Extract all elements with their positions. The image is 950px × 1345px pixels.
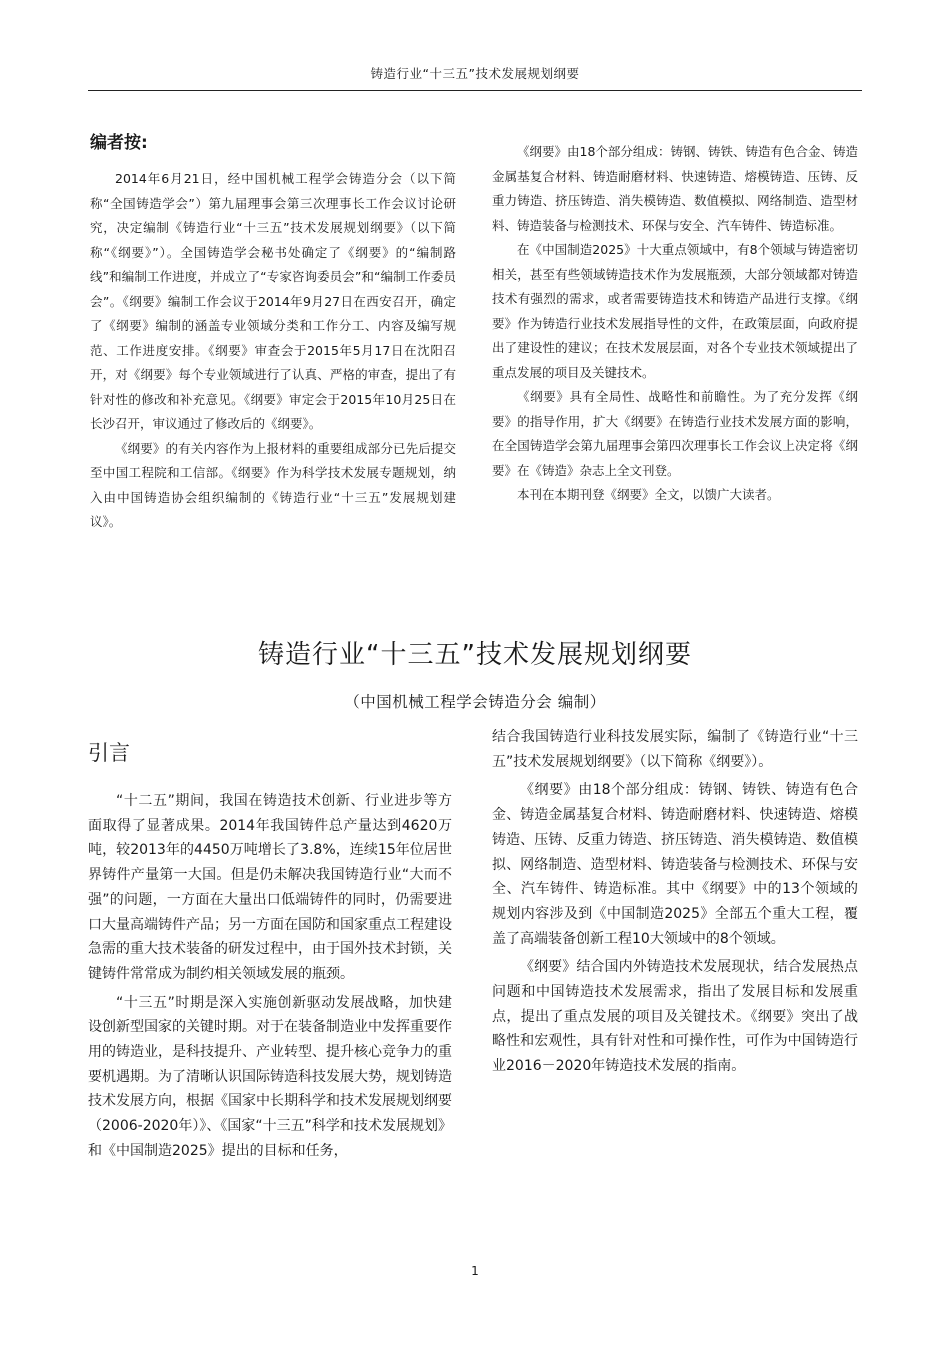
article-paragraph: “十二五”期间，我国在铸造技术创新、行业进步等方面取得了显著成果。2014年我国铸件总产量达到4620万吨，较2013年的4450万吨增长了3.8%，连续15年位居世界铸件产量第一大国。但是仍未解决我国铸造行业“大而不强”的问题，一方面在大量出口低端铸件的同时，仍需要进口大量高端铸件产品；另一方面在国防和国家重点工程建设急需的重大技术装备的研发过程中，由于国外技术封锁，关键铸件常常成为制约相关领域发展的瓶颈。 [88, 793, 452, 982]
editor-note-right-column [492, 140, 858, 508]
article-right-column [492, 725, 858, 1079]
article-paragraph-continuation: 结合我国铸造行业科技发展实际，编制了《铸造行业“十三五”技术发展规划纲要》（以下简称《纲要》）。 [492, 729, 858, 770]
article-paragraph: “十三五”时期是深入实施创新驱动发展战略，加快建设创新型国家的关键时期。对于在装备制造业中发挥重要作用的铸造业，是科技提升、产业转型、提升核心竞争力的重要机遇期。为了清晰认识国际铸造科技发展大势，规划铸造技术发展方向，根据《国家中长期科学和技术发展规划纲要（2006-2020年）》、《国家“十三五”科学和技术发展规划》和《中国制造2025》提出的目标和任务， [88, 994, 452, 1159]
editor-note-left-column [90, 128, 456, 535]
editor-note-paragraph: 《纲要》的有关内容作为上报材料的重要组成部分已先后提交至中国工程院和工信部。《纲要》作为科学技术发展专题规划，纳入由中国铸造协会组织编制的《铸造行业“十三五”发展规划建议》。 [90, 440, 456, 529]
editor-note-paragraph: 2014年6月21日，经中国机械工程学会铸造分会（以下简称“全国铸造学会”）第九届理事会第三次理事长工作会议讨论研究，决定编制《铸造行业“十三五”技术发展规划纲要》（以下简称“《纲要》”）。全国铸造学会秘书处确定了《纲要》的“编制路线”和编制工作进度，并成立了“专家咨询委员会”和“编制工作委员会”。《纲要》编制工作会议于2014年9月27日在西安召开，确定了《纲要》编制的涵盖专业领域分类和工作分工、内容及编写规范、工作进度安排。《纲要》审查会于2015年5月17日在沈阳召开，对《纲要》每个专业领域进行了认真、严格的审查，提出了有针对性的修改和补充意见。《纲要》审定会于2015年10月25日在长沙召开，审议通过了修改后的《纲要》。 [90, 171, 456, 431]
intro-heading: 引言 [88, 741, 130, 765]
article-subtitle: （中国机械工程学会铸造分会 编制） [344, 693, 606, 711]
article-paragraph: 《纲要》结合国内外铸造技术发展现状，结合发展热点问题和中国铸造技术发展需求，指出了发展目标和发展重点，提出了重点发展的项目及关键技术。《纲要》突出了战略性和宏观性，具有针对性和可操作性，可作为中国铸造行业2016－2020年铸造技术发展的指南。 [492, 959, 858, 1075]
editor-note-paragraph: 《纲要》由18个部分组成：铸钢、铸铁、铸造有色合金、铸造金属基复合材料、铸造耐磨材料、快速铸造、熔模铸造、压铸、反重力铸造、挤压铸造、消失模铸造、数值模拟、网络制造、造型材料、铸造装备与检测技术、环保与安全、汽车铸件、铸造标准。 [492, 144, 858, 233]
article-paragraph: 《纲要》由18个部分组成：铸钢、铸铁、铸造有色合金、铸造金属基复合材料、铸造耐磨材料、快速铸造、熔模铸造、压铸、反重力铸造、挤压铸造、消失模铸造、数值模拟、网络制造、造型材料、铸造装备与检测技术、环保与安全、汽车铸件、铸造标准。其中《纲要》中的13个领域的规划内容涉及到《中国制造2025》全部五个重大工程，覆盖了高端装备创新工程10大领域中的8个领域。 [492, 782, 858, 947]
editor-note-paragraph: 《纲要》具有全局性、战略性和前瞻性。为了充分发挥《纲要》的指导作用，扩大《纲要》在铸造行业技术发展方面的影响，在全国铸造学会第九届理事会第四次理事长工作会议上决定将《纲要》在《铸造》杂志上全文刊登。 [492, 389, 858, 478]
editor-note-paragraph: 本刊在本期刊登《纲要》全文，以馈广大读者。 [517, 487, 780, 502]
header-divider [88, 90, 862, 91]
page-number: 1 [471, 1264, 479, 1278]
running-header: 铸造行业“十三五”技术发展规划纲要 [370, 66, 580, 81]
article-title: 铸造行业“十三五”技术发展规划纲要 [258, 640, 692, 670]
article-left-column [88, 789, 452, 1164]
editor-note-paragraph: 在《中国制造2025》十大重点领域中，有8个领域与铸造密切相关，甚至有些领域铸造技术作为发展瓶颈，大部分领域都对铸造技术有强烈的需求，或者需要铸造技术和铸造产品进行支撑。《纲要》作为铸造行业技术发展指导性的文件，在政策层面，向政府提出了建设性的建议；在技术发展层面，对各个专业技术领域提出了重点发展的项目及关键技术。 [492, 242, 858, 380]
editor-note-heading: 编者按: [90, 133, 148, 153]
